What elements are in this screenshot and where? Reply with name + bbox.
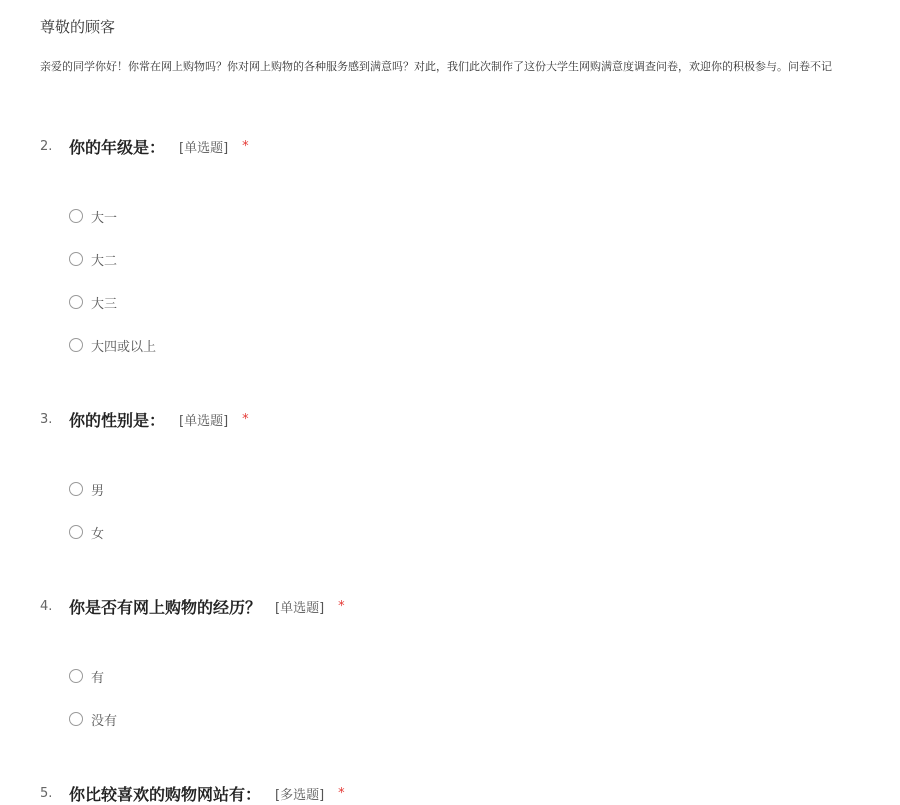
question-type-label: [单选题] <box>275 600 325 616</box>
question-number: 3. <box>40 411 53 427</box>
question-type-label: [单选题] <box>179 413 229 429</box>
radio-button-icon[interactable] <box>69 712 83 726</box>
radio-button-icon[interactable] <box>69 482 83 496</box>
option-grade-2[interactable] <box>69 249 117 269</box>
question-3-header <box>40 407 249 431</box>
question-title: 你的年级是： <box>69 137 166 157</box>
option-gender-female[interactable] <box>69 522 104 542</box>
question-number: 5. <box>40 785 53 801</box>
survey-greeting: 尊敬的顾客 <box>40 18 116 36</box>
question-2-header <box>40 134 249 158</box>
option-label: 男 <box>91 483 105 499</box>
question-title: 你是否有网上购物的经历？ <box>69 597 262 617</box>
question-type-label: [单选题] <box>179 140 229 156</box>
option-grade-3[interactable] <box>69 292 117 312</box>
radio-button-icon[interactable] <box>69 252 83 266</box>
question-type-label: [多选题] <box>275 787 325 803</box>
radio-button-icon[interactable] <box>69 295 83 309</box>
option-experience-yes[interactable] <box>69 666 104 686</box>
question-5-header <box>40 781 345 805</box>
option-label: 没有 <box>91 713 118 729</box>
radio-button-icon[interactable] <box>69 338 83 352</box>
option-label: 女 <box>91 526 105 542</box>
required-mark: * <box>242 138 249 154</box>
question-title: 你的性别是： <box>69 410 166 430</box>
required-mark: * <box>242 411 249 427</box>
option-label: 大二 <box>91 253 118 269</box>
option-label: 大三 <box>91 296 118 312</box>
question-number: 2. <box>40 138 53 154</box>
option-grade-4-plus[interactable] <box>69 335 156 355</box>
option-gender-male[interactable] <box>69 479 104 499</box>
option-experience-no[interactable] <box>69 709 117 729</box>
radio-button-icon[interactable] <box>69 525 83 539</box>
option-grade-1[interactable] <box>69 206 117 226</box>
question-number: 4. <box>40 598 53 614</box>
radio-button-icon[interactable] <box>69 669 83 683</box>
option-label: 大一 <box>91 210 118 226</box>
option-label: 有 <box>91 670 105 686</box>
radio-button-icon[interactable] <box>69 209 83 223</box>
question-4-header <box>40 594 345 618</box>
required-mark: * <box>338 785 345 801</box>
option-label: 大四或以上 <box>91 339 157 355</box>
required-mark: * <box>338 598 345 614</box>
question-title: 你比较喜欢的购物网站有： <box>69 784 262 804</box>
survey-intro: 亲爱的同学你好！你常在网上购物吗？你对网上购物的各种服务感到满意吗？对此，我们此次制作了这份大学生网购满意度调查问卷，欢迎你的积极参与。问卷不记 <box>40 60 832 73</box>
